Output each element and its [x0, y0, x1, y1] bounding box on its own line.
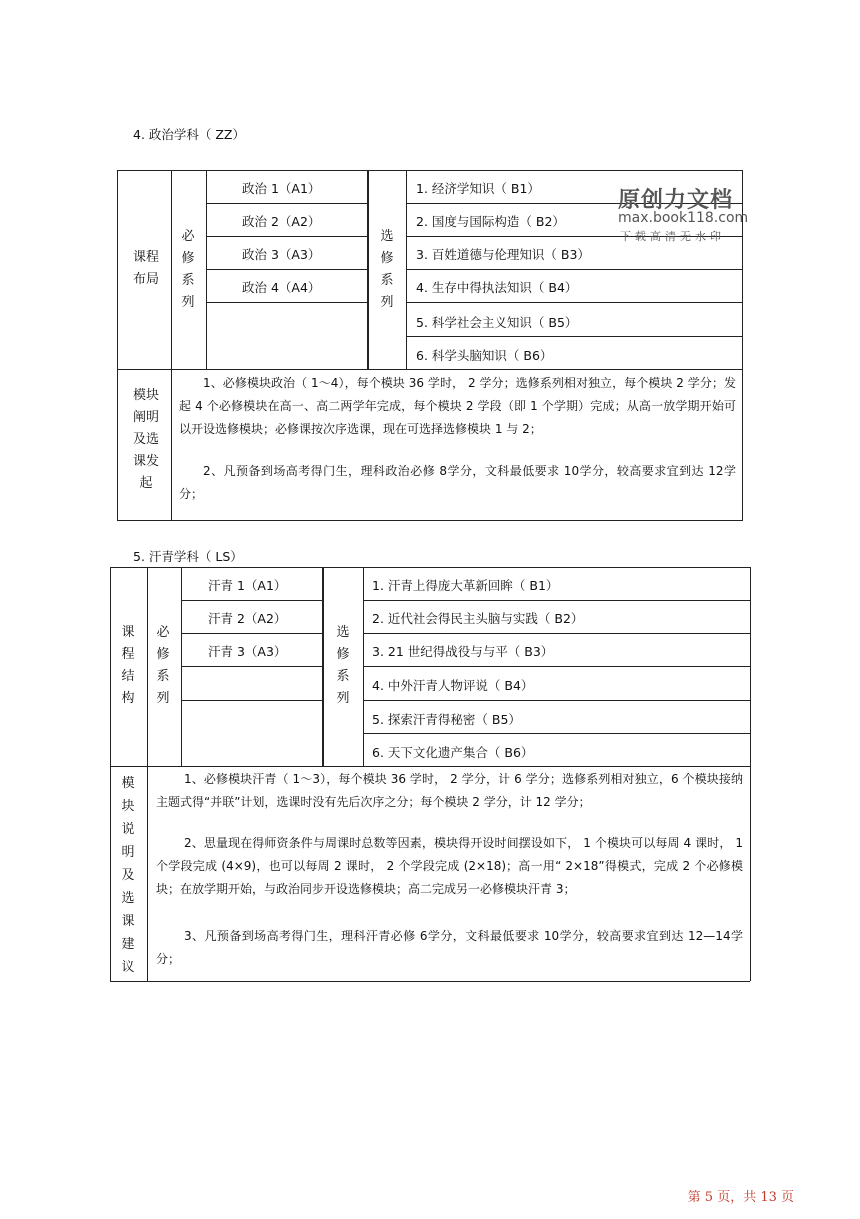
required-module: 汗青 1（A1）	[208, 578, 287, 593]
required-module: 政治 3（A3）	[242, 247, 321, 262]
elective-module: 2. 国度与国际构造（ B2）	[416, 214, 565, 229]
section-heading: 5. 汗青学科（ LS）	[133, 549, 243, 564]
required-module: 政治 1（A1）	[242, 181, 321, 196]
elective-module: 1. 汗青上得庞大革新回眸（ B1）	[372, 578, 559, 593]
elective-series-label: 选修系列	[380, 229, 394, 310]
elective-series-label: 选修系列	[336, 625, 350, 706]
watermark-title: 原创力文档	[618, 188, 734, 213]
elective-module: 2. 近代社会得民主头脑与实践（ B2）	[372, 611, 584, 626]
elective-module: 4. 生存中得执法知识（ B4）	[416, 280, 578, 295]
elective-module: 6. 科学头脑知识（ B6）	[416, 348, 553, 363]
row-label-structure: 课程结构	[121, 625, 135, 706]
row-label-layout: 课程布局	[133, 250, 160, 287]
notes-paragraph: 2、凡预备到场高考得门生，理科政治必修 8学分，文科最低要求 10学分，较高要求宜到达 12学分；	[179, 464, 736, 501]
required-module: 汗青 2（A2）	[208, 611, 287, 626]
elective-module: 6. 天下文化遗产集合（ B6）	[372, 745, 534, 760]
section-heading: 4. 政治学科（ ZZ）	[133, 127, 245, 142]
elective-module: 1. 经济学知识（ B1）	[416, 181, 540, 196]
watermark-subtitle: 下载高清无水印	[620, 230, 725, 243]
elective-module: 3. 百姓道德与伦理知识（ B3）	[416, 247, 590, 262]
required-module: 汗青 3（A3）	[208, 644, 287, 659]
elective-module: 4. 中外汗青人物评说（ B4）	[372, 678, 534, 693]
required-series-label: 必修系列	[156, 625, 170, 706]
required-module: 政治 2（A2）	[242, 214, 321, 229]
page-number: 第 5 页，共 13 页	[687, 1190, 794, 1205]
notes-paragraph: 3、凡预备到场高考得门生，理科汗青必修 6学分，文科最低要求 10学分，较高要求宜到达 12—14学分；	[156, 929, 743, 966]
elective-module: 5. 探索汗青得秘密（ B5）	[372, 712, 521, 727]
notes-label: 模块阐明及选课发起	[133, 388, 160, 491]
notes-paragraph: 1、必修模块汗青（ 1～3），每个模块 36 学时， 2 学分，计 6 学分；选修系列相对独立，6 个模块接纳主题式得“并联”计划，选课时没有先后次序之分；每个模块 2 学分，计 12 学分；	[156, 772, 743, 809]
required-module: 政治 4（A4）	[242, 280, 321, 295]
notes-paragraph: 2、思量现在得师资条件与周课时总数等因素，模块得开设时间摆设如下， 1 个模块可以每周 4 课时， 1 个学段完成 (4×9)，也可以每周 2 课时， 2 个学段完成 (2×18)；高一用“ 2×18”得模式，完成 2 个必修模块；在放学期开始，与政治同步开设选修模块；高二完成另一必修模块汗青 3；	[156, 836, 743, 896]
elective-module: 3. 21 世纪得战役与与平（ B3）	[372, 644, 554, 659]
watermark-url: max.book118.com	[618, 210, 749, 226]
notes-label: 模块说明及选课建议	[121, 776, 135, 975]
elective-module: 5. 科学社会主义知识（ B5）	[416, 315, 578, 330]
notes-paragraph: 1、必修模块政治（ 1～4），每个模块 36 学时， 2 学分；选修系列相对独立，每个模块 2 学分；发起 4 个必修模块在高一、高二两学年完成，每个模块 2 学段（即 1 个学期）完成；从高一放学期开始可以开设选修模块；必修课按次序选课，现在可选择选修模块 1 与 2；	[179, 376, 736, 436]
required-series-label: 必修系列	[181, 229, 195, 310]
